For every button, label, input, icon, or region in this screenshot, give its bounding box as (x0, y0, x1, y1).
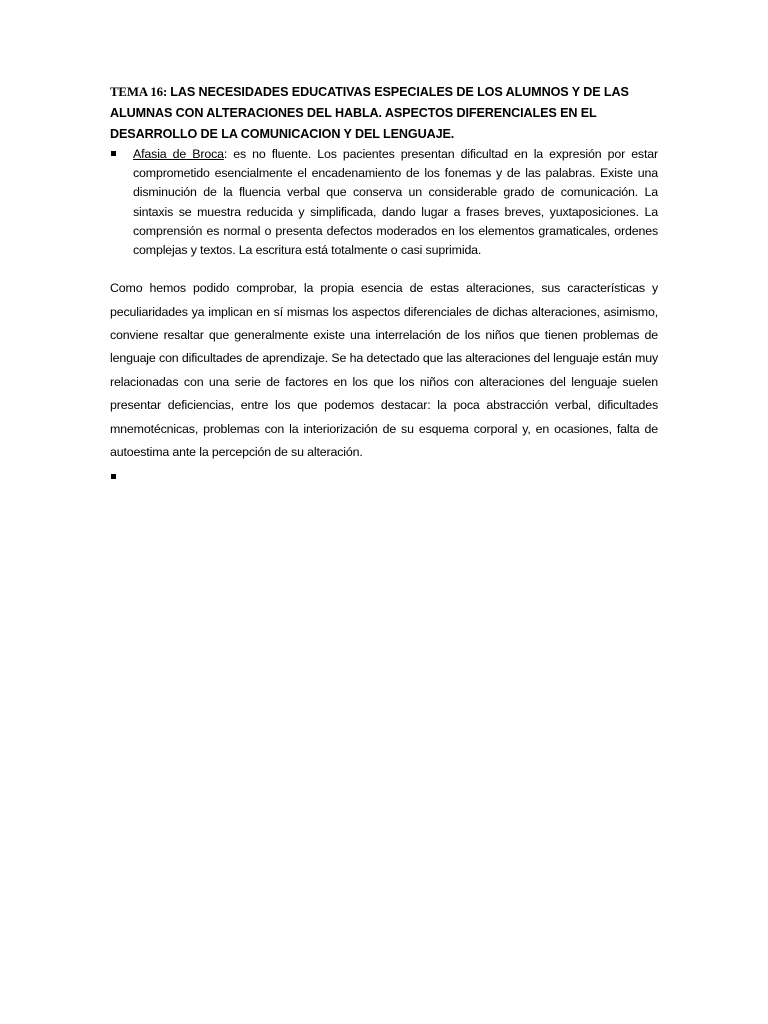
body-paragraph: Como hemos podido comprobar, la propia esencia de estas alteraciones, sus características y peculiaridades ya implican en sí mismas los aspectos diferenciales de dichas alteraciones, asimismo, conviene resaltar que generalmente existe una interrelación de los niños que tienen problemas de lenguaje con dificultades de aprendizaje. Se ha detectado que las alteraciones del lenguaje están muy relacionadas con una serie de factores en los que los niños con alteraciones del lenguaje suelen presentar deficiencias, entre los que podemos destacar: la poca abstracción verbal, dificultades mnemotécnicas, problemas con la interiorización de su esquema corporal y, en ocasiones, falta de autoestima ante la percepción de su alteración. (110, 281, 658, 460)
bullet-term: Afasia de Broca (133, 147, 224, 161)
empty-list-item (110, 464, 658, 488)
tema-label: TEMA 16: (110, 85, 171, 99)
list-item (110, 145, 658, 260)
bullet-list (110, 145, 658, 260)
square-bullet-icon (111, 151, 116, 156)
document-page (110, 82, 658, 488)
square-bullet-icon (111, 474, 116, 479)
heading-title: LAS NECESIDADES EDUCATIVAS ESPECIALES DE LOS ALUMNOS Y DE LAS ALUMNAS CON ALTERACIONES DEL HABLA. ASPECTOS DIFERENCIALES EN EL DESARROLLO DE LA COMUNICACION Y DEL LENGUAJE. (110, 85, 629, 141)
document-heading (110, 82, 658, 145)
bullet-text: : es no fluente. Los pacientes presentan dificultad en la expresión por estar comprometido esencialmente el encadenamiento de los fonemas y de las palabras. Existe una disminución de la fluencia verbal que conserva un considerable grado de comunicación. La sintaxis se muestra reducida y simplificada, dando lugar a frases breves, yuxtaposiciones. La comprensión es normal o presenta defectos moderados en los elementos gramaticales, ordenes complejas y textos. La escritura está totalmente o casi suprimida. (133, 147, 658, 258)
